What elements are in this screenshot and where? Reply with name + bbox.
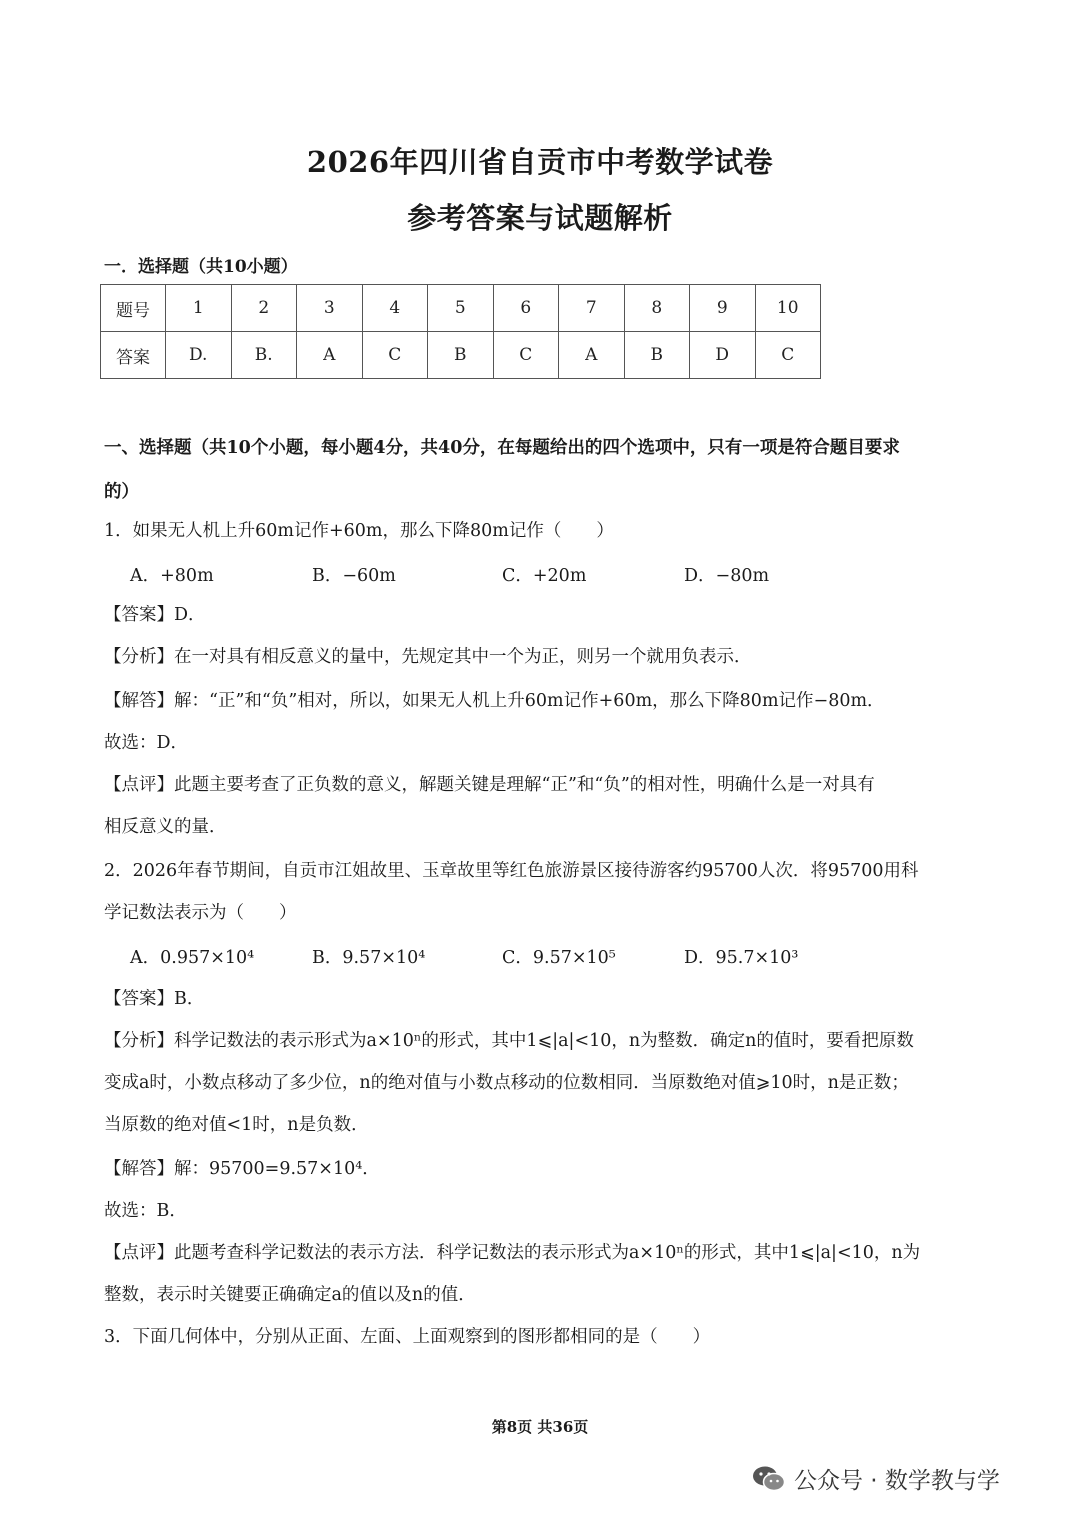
q2-answer: 【答案】B． — [104, 989, 205, 1009]
q1-stem: 1．如果无人机上升60m记作+60m，那么下降80m记作（ ） — [104, 521, 614, 541]
page-footer: 第8页 共36页 — [491, 1418, 589, 1436]
q2-option-d: D．95.7×10³ — [684, 948, 799, 968]
table-cell: 4 — [362, 285, 428, 332]
q1-comment-cont: 相反意义的量． — [104, 817, 227, 837]
q1-answer: 【答案】D． — [104, 605, 206, 625]
q3-stem: 3．下面几何体中，分别从正面、左面、上面观察到的图形都相同的是（ ） — [104, 1327, 711, 1347]
q2-option-b: B．9.57×10⁴ — [312, 948, 426, 968]
section-heading-1: 一．选择题（共10小题） — [104, 257, 298, 277]
table-cell: 3 — [297, 285, 363, 332]
table-cell: 1 — [166, 285, 232, 332]
table-cell: B. — [231, 332, 297, 379]
section-heading-2-cont: 的） — [104, 482, 139, 502]
q1-option-a: A．+80m — [130, 566, 214, 586]
q2-analysis-cont-1: 变成a时，小数点移动了多少位，n的绝对值与小数点移动的位数相同．当原数绝对值⩾10时，n是正数； — [104, 1073, 909, 1093]
table-cell: 10 — [755, 285, 821, 332]
table-cell: B — [428, 332, 494, 379]
table-row — [101, 332, 821, 379]
table-cell: A — [559, 332, 625, 379]
table-cell: 2 — [231, 285, 297, 332]
q2-option-c: C．9.57×10⁵ — [502, 948, 616, 968]
table-cell: C — [362, 332, 428, 379]
watermark — [752, 1462, 1000, 1495]
table-row-label: 答案 — [101, 332, 166, 379]
table-cell: 8 — [624, 285, 690, 332]
table-cell: 9 — [690, 285, 756, 332]
q2-options — [0, 944, 1080, 968]
q1-solution: 【解答】解：“正”和“负”相对，所以，如果无人机上升60m记作+60m，那么下降80m记作−80m． — [104, 691, 885, 711]
table-cell: 6 — [493, 285, 559, 332]
q2-comment-cont: 整数，表示时关键要正确确定a的值以及n的值． — [104, 1285, 476, 1305]
watermark-text: 公众号 · 数学教与学 — [794, 1468, 1000, 1494]
page-subtitle: 参考答案与试题解析 — [407, 201, 673, 235]
table-cell: B — [624, 332, 690, 379]
table-cell: 5 — [428, 285, 494, 332]
q2-stem-cont: 学记数法表示为（ ） — [104, 903, 297, 923]
q1-analysis: 【分析】在一对具有相反意义的量中，先规定其中一个为正，则另一个就用负表示． — [104, 647, 752, 667]
q1-option-b: B．−60m — [312, 566, 396, 586]
table-row — [101, 285, 821, 332]
q1-comment: 【点评】此题主要考查了正负数的意义，解题关键是理解“正”和“负”的相对性，明确什么是一对具有 — [104, 775, 875, 795]
table-cell: 7 — [559, 285, 625, 332]
section-heading-2: 一、选择题（共10个小题，每小题4分，共40分，在每题给出的四个选项中，只有一项是符合题目要求 — [104, 438, 900, 458]
q2-stem: 2．2026年春节期间，自贡市江姐故里、玉章故里等红色旅游景区接待游客约95700人次．将95700用科 — [104, 861, 919, 881]
page-title: 2026年四川省自贡市中考数学试卷 — [306, 145, 774, 179]
q2-comment: 【点评】此题考查科学记数法的表示方法．科学记数法的表示形式为a×10ⁿ的形式，其中1⩽|a|<10，n为 — [104, 1243, 921, 1263]
q2-analysis-cont-2: 当原数的绝对值<1时，n是负数． — [104, 1115, 369, 1135]
answer-table — [100, 284, 821, 379]
table-cell: D — [690, 332, 756, 379]
q2-analysis: 【分析】科学记数法的表示形式为a×10ⁿ的形式，其中1⩽|a|<10，n为整数．确定n的值时，要看把原数 — [104, 1031, 914, 1051]
table-cell: A — [297, 332, 363, 379]
table-row-label: 题号 — [101, 285, 166, 332]
table-cell: D. — [166, 332, 232, 379]
table-cell: C — [755, 332, 821, 379]
q1-choice: 故选：D． — [104, 733, 189, 753]
q1-option-c: C．+20m — [502, 566, 587, 586]
q1-options — [0, 562, 1080, 586]
table-cell: C — [493, 332, 559, 379]
q2-option-a: A．0.957×10⁴ — [130, 948, 255, 968]
q2-solution: 【解答】解：95700=9.57×10⁴． — [104, 1159, 380, 1179]
q1-option-d: D．−80m — [684, 566, 770, 586]
q2-choice: 故选：B． — [104, 1201, 187, 1221]
wechat-icon — [752, 1465, 786, 1493]
